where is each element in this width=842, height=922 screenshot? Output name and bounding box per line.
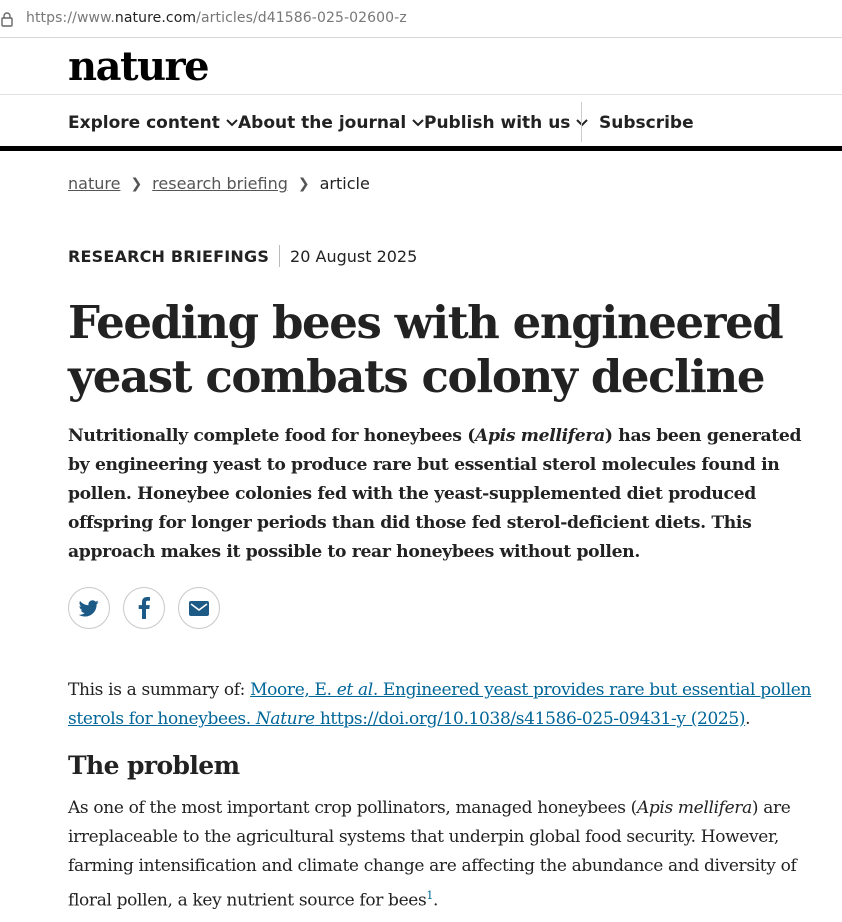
summary-suffix: . bbox=[745, 709, 751, 729]
article-date: 20 August 2025 bbox=[290, 246, 418, 266]
url-prefix: https://www. bbox=[26, 10, 115, 26]
citation-doi: https://doi.org/10.1038/s41586-025-09431-y (2025) bbox=[314, 709, 746, 729]
nav-about-the-journal[interactable] bbox=[238, 113, 424, 133]
url-text[interactable] bbox=[26, 10, 407, 26]
site-header bbox=[0, 39, 842, 95]
nav-item-label: Publish with us bbox=[424, 113, 571, 133]
nav-publish-with-us[interactable] bbox=[424, 113, 588, 133]
species-name: Apis mellifera bbox=[475, 426, 605, 446]
reference-link[interactable]: 1 bbox=[426, 889, 434, 902]
species-name: Apis mellifera bbox=[636, 798, 752, 818]
article-title: Feeding bees with engineered yeast combats colony decline bbox=[68, 296, 783, 403]
section-heading: The problem bbox=[68, 751, 240, 780]
nav-item-label: Explore content bbox=[68, 113, 220, 133]
citation-journal: Nature bbox=[255, 709, 315, 729]
nature-logo[interactable]: nature bbox=[68, 43, 209, 90]
chevron-down-icon bbox=[226, 119, 238, 127]
nav-divider bbox=[581, 102, 582, 142]
body-text: As one of the most important crop pollinators, managed honeybees ( bbox=[68, 798, 637, 818]
meta-divider bbox=[279, 245, 280, 267]
body-text: ) are irreplaceable to the agricultural systems that underpin global food security. However, farming intensification and climate change are affecting the abundance and diversity of floral pollen, a key nutrient source for bees bbox=[68, 798, 797, 911]
twitter-icon bbox=[79, 600, 99, 617]
subscribe-link[interactable] bbox=[599, 113, 694, 133]
chevron-down-icon bbox=[576, 119, 588, 127]
share-email-button[interactable] bbox=[178, 587, 220, 629]
citation-etal: et al bbox=[336, 680, 373, 700]
share-twitter-button[interactable] bbox=[68, 587, 110, 629]
breadcrumb-current: article bbox=[319, 174, 370, 193]
share-facebook-button[interactable] bbox=[123, 587, 165, 629]
url-path: /articles/d41586-025-02600-z bbox=[196, 10, 407, 26]
article-type: RESEARCH BRIEFINGS bbox=[68, 246, 270, 266]
article-standfirst bbox=[68, 422, 828, 567]
breadcrumb-nature[interactable]: nature bbox=[68, 174, 121, 193]
address-bar[interactable] bbox=[0, 0, 842, 38]
standfirst-text: ) has been generated by engineering yeast to produce rare but essential sterol molecules found in pollen. Honeybee colonies fed with the yeast-supplemented diet produced offspring for longer periods than did those fed sterol-deficient diets. This approach makes it possible to rear honeybees without pollen. bbox=[68, 426, 802, 562]
summary-prefix: This is a summary of: bbox=[68, 680, 251, 700]
nav-explore-content[interactable] bbox=[68, 113, 238, 133]
summary-paragraph bbox=[68, 676, 828, 734]
body-text-end: . bbox=[433, 890, 439, 911]
facebook-icon bbox=[138, 597, 150, 619]
chevron-down-icon bbox=[412, 119, 424, 127]
chevron-right-icon: ❯ bbox=[297, 175, 310, 192]
url-host: nature.com bbox=[114, 10, 197, 26]
citation-authors: Moore, E. bbox=[250, 680, 337, 700]
article-meta bbox=[68, 245, 417, 267]
chevron-right-icon: ❯ bbox=[130, 175, 143, 192]
subscribe-label: Subscribe bbox=[599, 113, 694, 133]
standfirst-text: Nutritionally complete food for honeybees ( bbox=[68, 426, 476, 446]
citation-title: . Engineered yeast provides rare but essential pollen sterols for honeybees. bbox=[68, 680, 812, 729]
email-icon bbox=[189, 601, 209, 616]
main-navigation bbox=[0, 95, 842, 151]
lock-icon bbox=[0, 11, 14, 27]
breadcrumb-research-briefing[interactable]: research briefing bbox=[152, 174, 288, 193]
nav-item-label: About the journal bbox=[238, 113, 407, 133]
share-buttons bbox=[68, 587, 220, 629]
breadcrumb bbox=[68, 174, 370, 193]
body-paragraph bbox=[68, 794, 838, 916]
